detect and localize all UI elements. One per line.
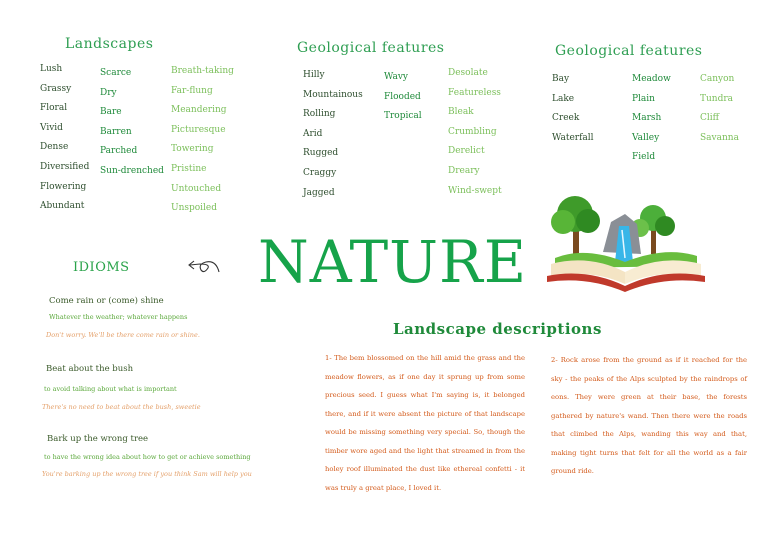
word: Dry <box>100 87 117 98</box>
idiom-heading: Come rain or (come) shine <box>49 296 164 306</box>
description-paragraph-2: 2- Rock arose from the ground as if it reached for the sky - the peaks of the Alps sculpted by the raindrops of eons. They were green at their base, the forests gathered by nature's wand. Then there were the roads that climbed the Alps, wanding this way and that, making tight turns that felt for all the world as a fair ground ride. <box>551 356 747 475</box>
word: Bare <box>100 107 122 118</box>
word: Craggy <box>303 167 337 178</box>
word: Tropical <box>384 111 422 122</box>
geo2-col-3 <box>700 70 739 148</box>
idiom-heading: Beat about the bush <box>46 364 134 374</box>
word: Untouched <box>171 183 222 194</box>
word: Picturesque <box>171 124 226 135</box>
word: Barren <box>100 126 132 137</box>
word: Mountainous <box>303 89 363 100</box>
curly-arrow-icon <box>186 256 222 276</box>
landscapes-col-2 <box>100 64 164 182</box>
descriptions-title: Landscape descriptions <box>393 320 602 338</box>
idiom-heading: Bark up the wrong tree <box>47 434 149 444</box>
word: Plain <box>632 93 655 104</box>
idiom-example: Don't worry. We'll be there come rain or shine. <box>46 331 200 339</box>
word: Bay <box>552 74 570 84</box>
idioms-title: IDIOMS <box>73 260 130 275</box>
word: Meadow <box>632 74 671 84</box>
tree-foliage <box>576 209 600 233</box>
word: Abundant <box>40 201 85 212</box>
landscapes-col-3 <box>171 62 234 219</box>
word: Valley <box>632 132 660 143</box>
geo-features-title-1: Geological features <box>297 40 445 56</box>
word: Wavy <box>384 72 409 82</box>
word: Towering <box>171 144 214 155</box>
geo1-col-1 <box>303 66 363 203</box>
geo1-col-3 <box>448 64 502 201</box>
idiom-example: You're barking up the wrong tree if you think Sam will help you <box>42 470 252 478</box>
word: Grassy <box>40 83 72 94</box>
word: Bleak <box>448 107 474 118</box>
word: Savanna <box>700 132 739 143</box>
tree-foliage <box>655 216 675 236</box>
word: Canyon <box>700 74 735 84</box>
word: Far-flung <box>171 85 213 96</box>
word: Flooded <box>384 91 421 102</box>
landscapes-title: Landscapes <box>65 36 154 52</box>
word: Creek <box>552 113 580 124</box>
idiom-definition: to have the wrong idea about how to get or achieve something <box>44 453 251 461</box>
word: Field <box>632 152 656 163</box>
word: Cliff <box>700 113 720 124</box>
word: Rolling <box>303 109 336 120</box>
word: Dense <box>40 142 69 153</box>
word: Jagged <box>303 187 335 198</box>
word: Vivid <box>40 122 63 133</box>
word: Flowering <box>40 181 87 192</box>
word: Waterfall <box>552 132 594 143</box>
idiom-definition: to avoid talking about what is important <box>44 385 177 393</box>
word: Sun-drenched <box>100 165 164 176</box>
word: Wind-swept <box>448 185 502 196</box>
word: Unspoiled <box>171 203 218 214</box>
description-paragraph-1: 1- The bem blossomed on the hill amid the grass and the meadow flowers, as if one day it sprung up from some precious seed. I guess what I'm saying is, it belonged there, and if it were absent the picture of that landscape would be missing something very special. So, though the timber wore aged and the light that streamed in from the holey roof illuminated the dust like ethereal confetti - it was truly a great place, I loved it. <box>325 354 525 492</box>
word: Crumbling <box>448 126 497 137</box>
open-book-nature-illustration <box>545 192 707 294</box>
word: Arid <box>303 128 323 139</box>
word: Lake <box>552 93 575 104</box>
page-title: NATURE <box>258 228 528 296</box>
word: Hilly <box>303 70 325 80</box>
landscapes-col-1 <box>40 60 89 217</box>
word: Meandering <box>171 105 227 116</box>
geo-features-title-2: Geological features <box>555 43 703 59</box>
word: Derelict <box>448 146 485 157</box>
word: Desolate <box>448 68 488 78</box>
geo2-col-1 <box>552 70 594 148</box>
word: Parched <box>100 146 138 157</box>
word: Pristine <box>171 163 207 174</box>
idiom-example: There's no need to beat about the bush, sweetie <box>42 403 201 411</box>
word: Marsh <box>632 113 662 124</box>
word: Featureless <box>448 87 501 98</box>
word: Breath-taking <box>171 66 234 76</box>
word: Diversified <box>40 161 90 172</box>
word: Lush <box>40 64 63 74</box>
word: Scarce <box>100 68 132 78</box>
word: Rugged <box>303 148 339 159</box>
tree-foliage <box>551 210 575 234</box>
idiom-definition: Whatever the weather; whatever happens <box>49 313 188 321</box>
word: Dreary <box>448 165 480 176</box>
word: Tundra <box>700 93 734 104</box>
geo1-col-2 <box>384 68 422 127</box>
word: Floral <box>40 103 68 114</box>
geo2-col-2 <box>632 70 671 168</box>
